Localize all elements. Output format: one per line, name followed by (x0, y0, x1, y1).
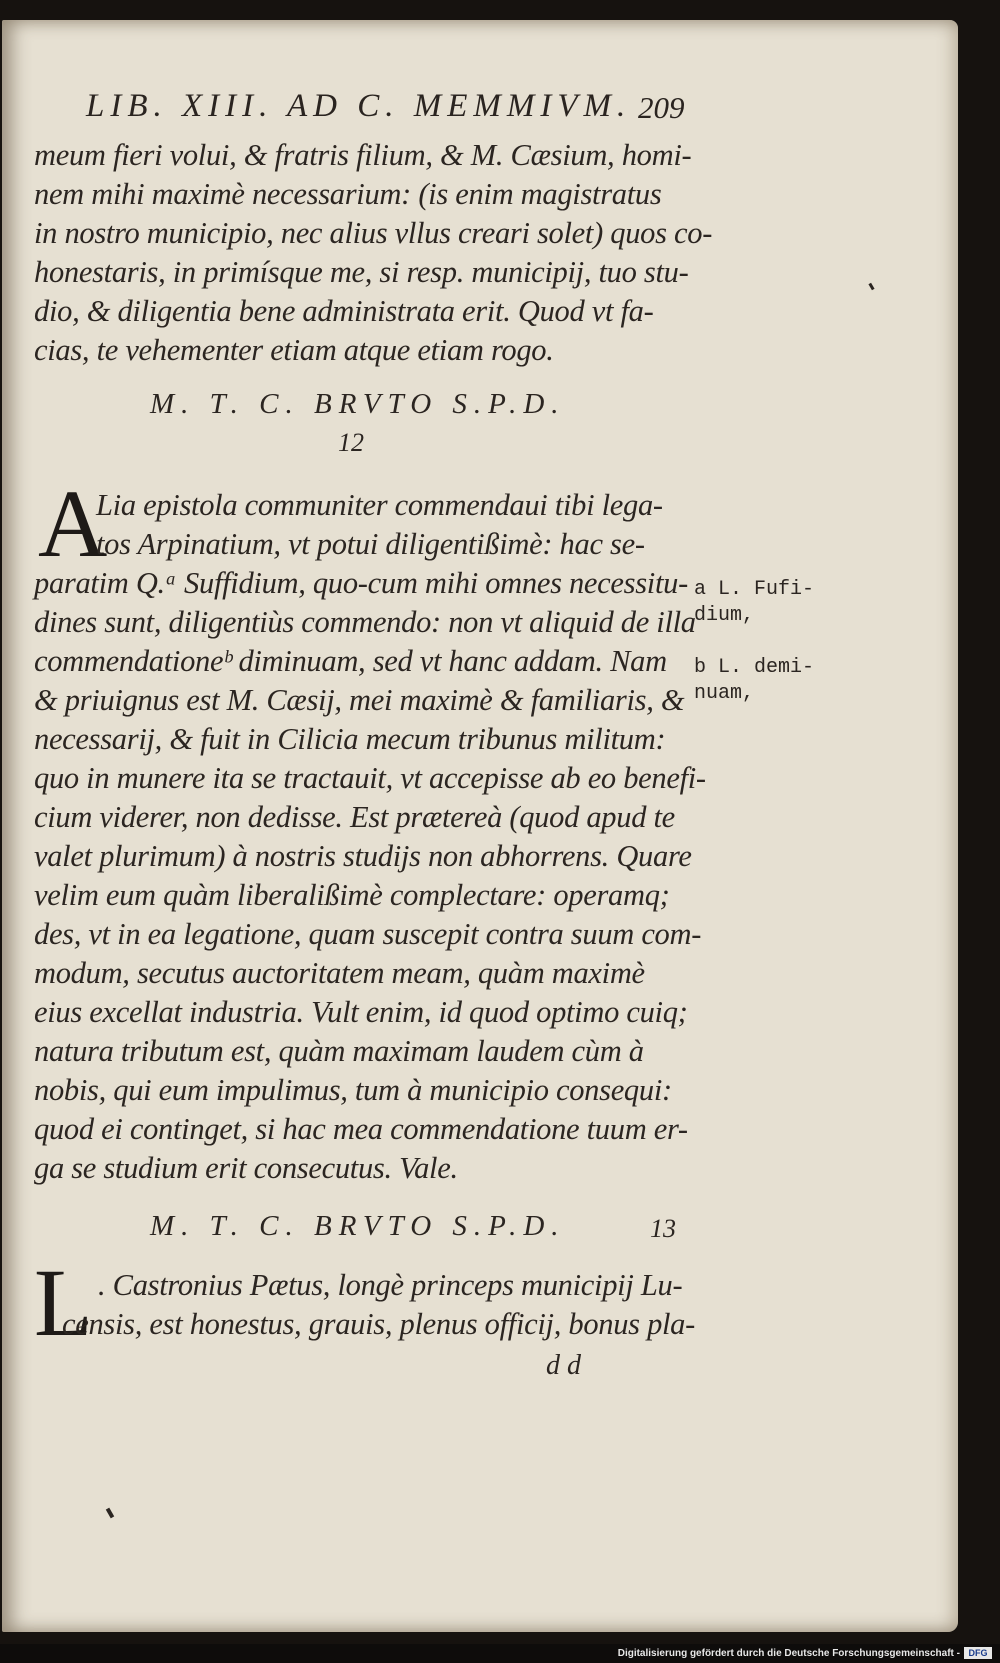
text-line: eius excellat industria. Vult enim, id quod optimo cuiq; (34, 995, 688, 1029)
page-number: 209 (638, 90, 685, 125)
text-line: paratim Q.ᵃ Suffidium, quo-cum mihi omnes necessitu- (34, 566, 688, 600)
margin-note-a: dium, (694, 604, 755, 627)
margin-note-b: nuam, (694, 682, 755, 705)
signature-mark: d d (546, 1350, 581, 1381)
text-line: meum fieri volui, & fratris filium, & M. Cæsium, homi- (34, 138, 692, 172)
text-line: velim eum quàm liberalißimè complectare: operamq; (34, 878, 670, 912)
text-line: . Castronius Pætus, longè princeps municipij Lu- (98, 1268, 683, 1302)
text-line: tos Arpinatium, vt potui diligentißimè: hac se- (96, 527, 645, 561)
text-line: ga se studium erit consecutus. Vale. (34, 1151, 458, 1185)
text-line: natura tributum est, quàm maximam laudem cùm à (34, 1034, 644, 1068)
text-line: dines sunt, diligentiùs commendo: non vt aliquid de illa (34, 605, 696, 639)
text-line: quod ei continget, si hac mea commendatione tuum er- (34, 1112, 688, 1146)
text-line: commendationeᵇ diminuam, sed vt hanc addam. Nam (34, 644, 667, 678)
text-line: dio, & diligentia bene administrata erit. Quod vt fa- (34, 294, 654, 328)
drop-cap: A (38, 470, 108, 577)
text-line: cias, te vehementer etiam atque etiam rogo. (34, 333, 554, 367)
text-line: valet plurimum) à nostris studijs non abhorrens. Quare (34, 839, 692, 873)
letter-heading: M. T. C. BRVTO S.P.D. (150, 388, 566, 420)
dfg-logo: DFG (964, 1647, 992, 1659)
letter-number: 13 (650, 1214, 676, 1243)
drop-cap: L (34, 1249, 93, 1356)
text-line: modum, secutus auctoritatem meam, quàm maximè (34, 956, 645, 990)
running-head: LIB. XIII. AD C. MEMMIVM. (86, 88, 632, 124)
margin-note-b: b L. demi- (694, 656, 815, 679)
margin-note-a: a L. Fufi- (694, 578, 815, 601)
footer-credit: Digitalisierung gefördert durch die Deutsche Forschungsgemeinschaft - (617, 1648, 960, 1659)
text-line: in nostro municipio, nec alius vllus creari solet) quos co- (34, 216, 713, 250)
text-line: des, vt in ea legatione, quam suscepit contra suum com- (34, 917, 702, 951)
text-line: & priuignus est M. Cæsij, mei maximè & familiaris, & (34, 683, 685, 717)
text-line: honestaris, in primísque me, si resp. municipij, tuo stu- (34, 255, 689, 289)
text-line: nem mihi maximè necessarium: (is enim magistratus (34, 177, 662, 211)
letter-number: 12 (338, 428, 364, 457)
text-line: nobis, qui eum impulimus, tum à municipio consequi: (34, 1073, 672, 1107)
text-line: cium viderer, non dedisse. Est prætereà (quod apud te (34, 800, 675, 834)
text-line: Lia epistola communiter commendaui tibi lega- (96, 488, 663, 522)
text-line: necessarij, & fuit in Cilicia mecum tribunus militum: (34, 722, 666, 756)
text-line: quo in munere ita se tractauit, vt accepisse ab eo benefi- (34, 761, 706, 795)
text-line: censis, est honestus, grauis, plenus officij, bonus pla- (62, 1307, 695, 1341)
letter-heading: M. T. C. BRVTO S.P.D. (150, 1210, 566, 1242)
